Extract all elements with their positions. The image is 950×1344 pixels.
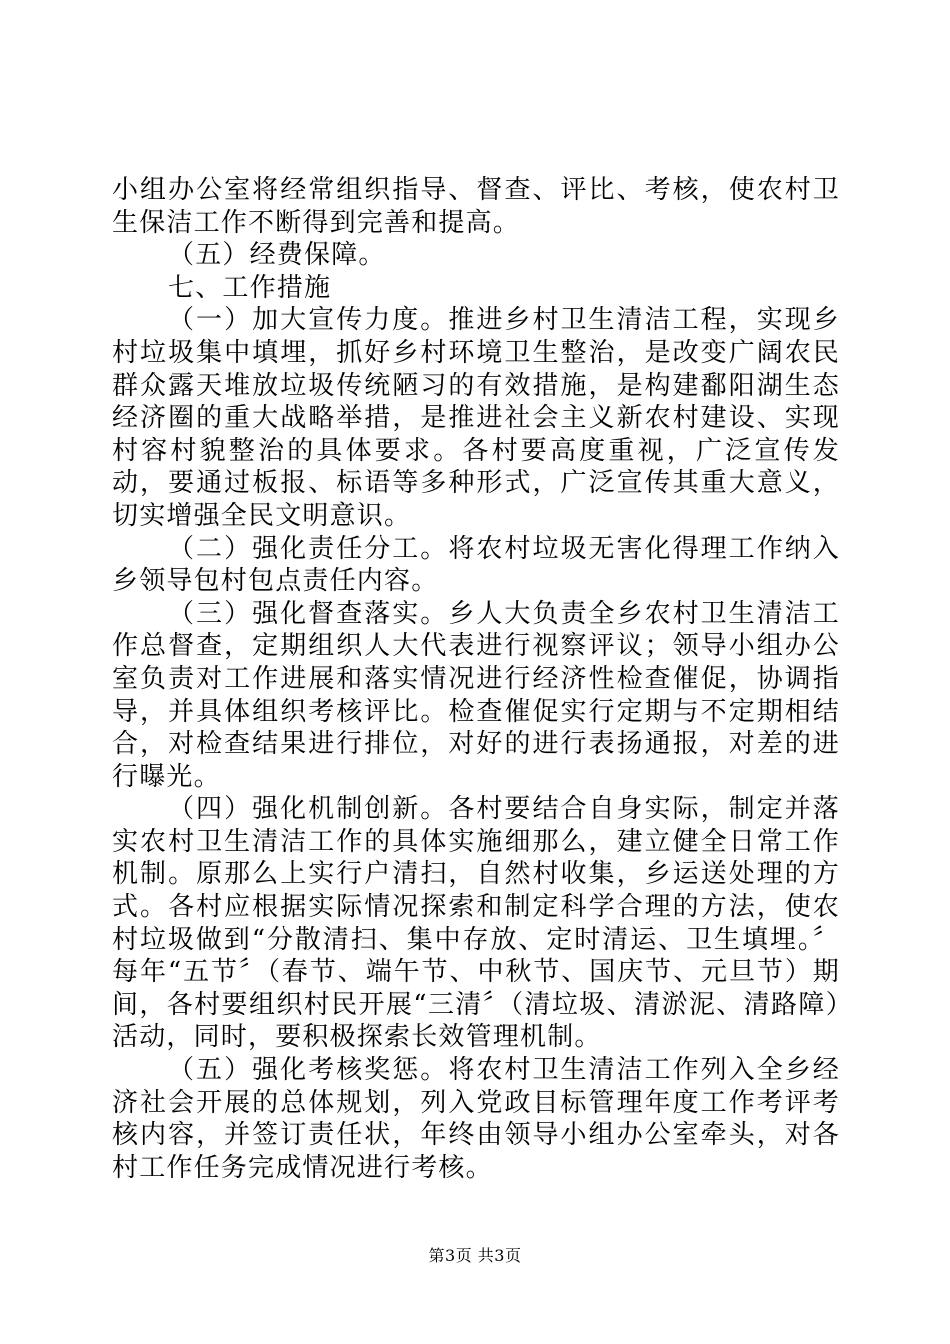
paragraph-assessment: （五）强化考核奖惩。将农村卫生清洁工作列入全乡经济社会开展的总体规划，列入党政目标管理年度工作考评考核内容，并签订责任状，年终由领导小组办公室牵头，对各村工作任务完成情况进行考核。 — [112, 1055, 840, 1183]
paragraph-continuation: 小组办公室将经常组织指导、督查、评比、考核，使农村卫生保洁工作不断得到完善和提高。 — [112, 175, 840, 238]
paragraph-publicity: （一）加大宣传力度。推进乡村卫生清洁工程，实现乡村垃圾集中填埋，抓好乡村环境卫生整治，是改变广阔农民群众露天堆放垃圾传统陋习的有效措施，是构建鄱阳湖生态经济圈的重大战略举措，是推进社会主义新农村建设、实现村容村貌整治的具体要求。各村要高度重视，广泛宣传发动，要通过板报、标语等多种形式，广泛宣传其重大意义，切实增强全民文明意识。 — [112, 305, 840, 531]
paragraph-mechanism: （四）强化机制创新。各村要结合自身实际，制定并落实农村卫生清洁工作的具体实施细那么，建立健全日常工作机制。原那么上实行户清扫，自然村收集，乡运送处理的方式。各村应根据实际情况探索和制定科学合理的方法，使农村垃圾做到“分散清扫、集中存放、定时清运、卫生填埋。〞每年“五节〞（春节、端午节、中秋节、国庆节、元旦节）期间，各村要组织村民开展“三清〞（清垃圾、清淤泥、清路障）活动，同时，要积极探索长效管理机制。 — [112, 794, 840, 1053]
page-footer: 第3页 共3页 — [428, 1246, 522, 1265]
section-heading-measures: 七、工作措施 — [168, 272, 332, 303]
document-body — [112, 174, 840, 1184]
paragraph-supervision: （三）强化督查落实。乡人大负责全乡农村卫生清洁工作总督查，定期组织人大代表进行视察评议；领导小组办公室负责对工作进展和落实情况进行经济性检查催促，协调指导，并具体组织考核评比。检查催促实行定期与不定期相结合，对检查结果进行排位，对好的进行表扬通报，对差的进行曝光。 — [112, 598, 840, 792]
paragraph-funding-heading: （五）经费保障。 — [168, 240, 386, 271]
paragraph-responsibility: （二）强化责任分工。将农村垃圾无害化得理工作纳入乡领导包村包点责任内容。 — [112, 533, 840, 597]
